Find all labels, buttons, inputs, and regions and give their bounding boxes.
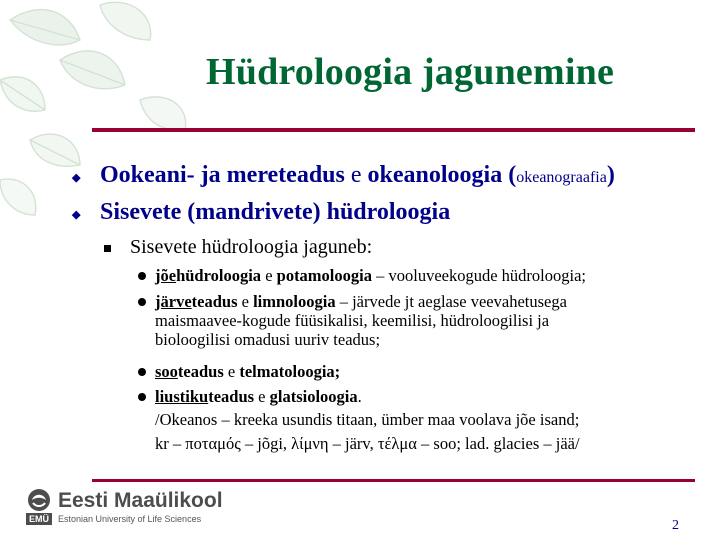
logo-subtitle: Estonian University of Life Sciences <box>58 514 202 524</box>
page-number: 2 <box>672 518 679 533</box>
title-divider <box>92 128 695 132</box>
dot-bullet-icon <box>138 368 146 376</box>
etymology-note-line2: kr – ποταμός – jõgi, λίμνη – järv, τέλμα – soo; lad. glacies – jää/ <box>155 434 580 453</box>
logo-badge: EMÜ <box>26 513 52 525</box>
footer-divider <box>92 479 695 482</box>
diamond-bullet-icon: ◆ <box>72 209 81 221</box>
square-bullet-icon <box>104 245 111 252</box>
diamond-bullet-icon: ◆ <box>72 172 81 184</box>
logo-name: Eesti Maaülikool <box>58 489 223 512</box>
dot-bullet-icon <box>138 298 146 306</box>
etymology-note-line1: /Okeanos – kreeka usundis titaan, ümber maa voolava jõe isand; <box>155 410 580 429</box>
dot-bullet-icon <box>138 393 146 401</box>
slide-title: Hüdroloogia jagunemine <box>205 51 615 93</box>
dot-bullet-icon <box>138 272 146 280</box>
